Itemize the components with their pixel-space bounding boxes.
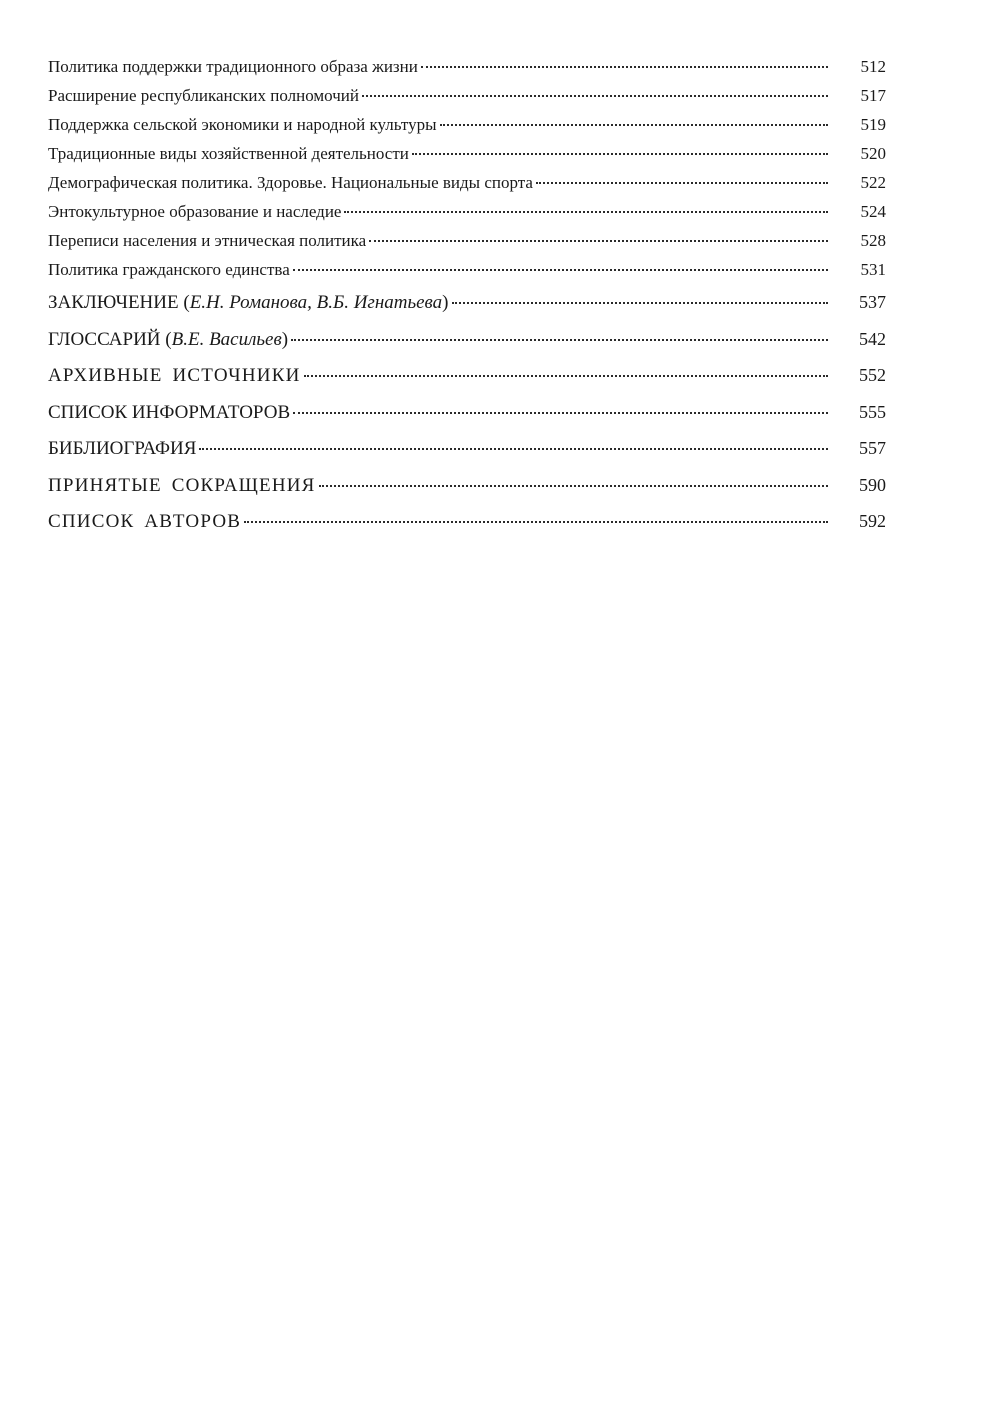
toc-entry-page: 522 (860, 173, 886, 192)
toc-entry-title: Политика гражданского единства (48, 260, 290, 279)
dot-leader (440, 124, 828, 126)
toc-entry[interactable] (48, 81, 886, 110)
toc-entry-bibliography[interactable] (48, 430, 886, 467)
toc-entry[interactable] (48, 226, 886, 255)
toc-entry-title: Демографическая политика. Здоровье. Национальные виды спорта (48, 173, 533, 192)
toc-entry-title: Энтокультурное образование и наследие (48, 202, 342, 221)
toc-entry-page: 555 (859, 401, 886, 422)
toc-entry-title: ЗАКЛЮЧЕНИЕ (48, 292, 179, 313)
toc-entry-archival-sources[interactable] (48, 357, 886, 394)
dot-leader (421, 66, 828, 68)
toc-entry-title: Переписи населения и этническая политика (48, 231, 367, 250)
toc-entry-title: СПИСОК АВТОРОВ (48, 511, 242, 532)
toc-entry-page: 531 (860, 260, 886, 279)
toc-entry-title: ПРИНЯТЫЕ СОКРАЩЕНИЯ (48, 474, 316, 496)
toc-entry-page: 528 (860, 231, 886, 250)
toc-entry-title: Политика поддержки традиционного образа жизни (48, 57, 418, 76)
toc-entry-title: БИБЛИОГРАФИЯ (48, 438, 197, 459)
dot-leader (452, 302, 829, 304)
toc-entry-page: 519 (860, 115, 886, 134)
toc-entry-page: 524 (860, 202, 886, 221)
dot-leader (412, 153, 828, 155)
dot-leader (319, 485, 828, 487)
toc-entry[interactable] (48, 197, 886, 226)
toc-entry[interactable] (48, 139, 886, 168)
toc-entry-title: Традиционные виды хозяйственной деятельности (48, 144, 409, 163)
dot-leader (244, 521, 828, 523)
dot-leader (344, 211, 828, 213)
toc-entry-title: Расширение республиканских полномочий (48, 86, 359, 105)
dot-leader (362, 95, 828, 97)
toc-entry-author: В.Е. Васильев (171, 328, 282, 350)
toc-entry-page: 512 (860, 57, 886, 76)
dot-leader (199, 448, 828, 450)
toc-entry-page: 590 (859, 474, 886, 495)
toc-entry-page: 552 (859, 365, 886, 385)
toc-entry-author: Е.Н. Романова, В.Б. Игнатьева (189, 292, 443, 313)
dot-leader (291, 339, 828, 341)
toc-entry[interactable] (48, 255, 886, 284)
toc-entry[interactable] (48, 168, 886, 197)
dot-leader (293, 269, 828, 271)
dot-leader (304, 375, 829, 377)
toc-entry-page: 557 (859, 438, 886, 458)
toc-entry-title: АРХИВНЫЕ ИСТОЧНИКИ (48, 365, 301, 386)
dot-leader (293, 412, 828, 414)
toc-entry-informants[interactable] (48, 394, 886, 431)
toc-entry-page: 520 (860, 144, 886, 163)
toc-entry-title: ГЛОССАРИЙ (48, 328, 161, 350)
dot-leader (536, 182, 828, 184)
toc-entry[interactable] (48, 52, 886, 81)
toc-entry-abbreviations[interactable] (48, 467, 886, 504)
toc-entry-page: 517 (860, 86, 886, 105)
table-of-contents (48, 52, 886, 540)
toc-entry-page: 537 (859, 292, 886, 312)
dot-leader (369, 240, 828, 242)
toc-entry-page: 542 (859, 328, 886, 349)
toc-entry-title: Поддержка сельской экономики и народной культуры (48, 115, 437, 134)
toc-entry-title: СПИСОК ИНФОРМАТОРОВ (48, 401, 291, 423)
toc-entry[interactable] (48, 110, 886, 139)
toc-entry-glossary[interactable]: ГЛОССАРИЙ (В.Е. Васильев) 542 (48, 321, 886, 358)
toc-entry-authors[interactable] (48, 503, 886, 540)
toc-entry-page: 592 (859, 511, 886, 531)
toc-entry-conclusion[interactable]: ЗАКЛЮЧЕНИЕ (Е.Н. Романова, В.Б. Игнатьева) 537 (48, 284, 886, 321)
